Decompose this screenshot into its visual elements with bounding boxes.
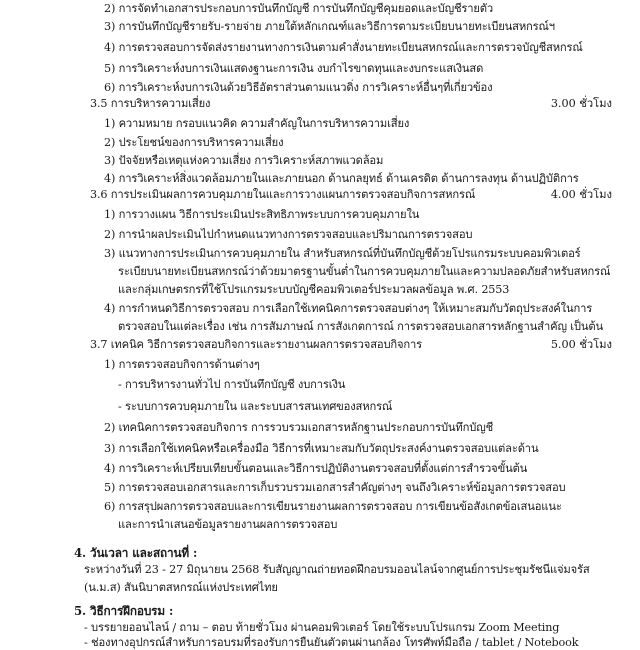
list-item: 6) การสรุปผลการตรวจสอบและการเขียนรายงานผลการตรวจสอบ การเขียนข้อสังเกตข้อเสนอแนะ (104, 500, 562, 513)
list-item-continuation: และการนำเสนอข้อมูลรายงานผลการตรวจสอบ (118, 518, 338, 531)
list-item: 2) การนำผลประเมินไปกำหนดแนวทางการตรวจสอบและปริมาณการตรวจสอบ (104, 228, 473, 241)
list-item: 5) การตรวจสอบเอกสารและการเก็บรวบรวมเอกสารสำคัญต่างๆ จนถึงวิเคราะห์ข้อมูลการตรวจสอบ (104, 481, 566, 494)
list-item: 4) การวิเคราะห์สิ่งแวดล้อมภายในและภายนอก ด้านกลยุทธ์ ด้านเครดิต ด้านการลงทุน ด้านปฏิบัติการ (104, 172, 579, 185)
section-hours-3-7: 5.00 ชั่วโมง (550, 338, 612, 351)
list-item: 1) การวางแผน วิธีการประเมินประสิทธิภาพระบบการควบคุมภายใน (104, 208, 420, 221)
list-item: 3) ปัจจัยหรือเหตุแห่งความเสี่ยง การวิเคราะห์สภาพแวดล้อม (104, 154, 384, 167)
paragraph-line: - ช่องทางอุปกรณ์สำหรับการอบรมที่รองรับการยืนยันตัวตนผ่านกล้อง โทรศัพท์มือถือ / tablet / Notebook (84, 636, 579, 649)
list-item: 4) การกำหนดวิธีการตรวจสอบ การเลือกใช้เทคนิคการตรวจสอบต่างๆ ให้เหมาะสมกับวัตถุประสงค์ในการ (104, 302, 593, 315)
section-heading-5: 5. วิธีการฝึกอบรม : (74, 604, 174, 618)
section-hours-3-6: 4.00 ชั่วโมง (550, 188, 612, 201)
list-item: 4) การตรวจสอบการจัดส่งรายงานทางการเงินตามคำสั่งนายทะเบียนสหกรณ์และการตรวจบัญชีสหกรณ์ (104, 41, 583, 54)
list-item: 3) การบันทึกบัญชีรายรับ-รายจ่าย ภายใต้หลักเกณฑ์และวิธีการตามระเบียบนายทะเบียนสหกรณ์ฯ (104, 20, 555, 33)
section-title-3-6: 3.6 การประเมินผลการควบคุมภายในและการวางแผนการตรวจสอบกิจการสหกรณ์ (90, 188, 476, 201)
section-title-3-7: 3.7 เทคนิค วิธีการตรวจสอบกิจการและรายงานผลการตรวจสอบกิจการ (90, 338, 423, 351)
paragraph-line: - บรรยายออนไลน์ / ถาม – ตอบ ท้ายชั่วโมง ผ่านคอมพิวเตอร์ โดยใช้ระบบโปรแกรม Zoom Meeting (84, 621, 560, 634)
sub-list-item: - ระบบการควบคุมภายใน และระบบสารสนเทศของสหกรณ์ (118, 400, 393, 413)
sub-list-item: - การบริหารงานทั่วไป การบันทึกบัญชี งบการเงิน (118, 378, 346, 391)
section-heading-4: 4. วันเวลา และสถานที่ : (74, 546, 198, 560)
list-item: 2) ประโยชน์ของการบริหารความเสี่ยง (104, 136, 284, 149)
list-item: 3) การเลือกใช้เทคนิคหรือเครื่องมือ วิธีการที่เหมาะสมกับวัตถุประสงค์งานตรวจสอบแต่ละด้าน (104, 442, 539, 455)
list-item: 2) เทคนิคการตรวจสอบกิจการ การรวบรวมเอกสารหลักฐานประกอบการบันทึกบัญชี (104, 421, 494, 434)
paragraph-line: ระหว่างวันที่ 23 - 27 มิถุนายน 2568 รับสัญญาณถ่ายทอดฝึกอบรมออนไลน์จากศูนย์การประชุมรัชนีแจ่มจรัส (84, 563, 590, 576)
list-item: 1) การตรวจสอบกิจการด้านต่างๆ (104, 358, 260, 371)
list-item-continuation: ระเบียบนายทะเบียนสหกรณ์ว่าด้วยมาตรฐานขั้นต่ำในการควบคุมภายในและความปลอดภัยสำหรับสหกรณ์ (118, 265, 611, 278)
section-hours-3-5: 3.00 ชั่วโมง (550, 97, 612, 110)
list-item-continuation: ตรวจสอบในแต่ละเรื่อง เช่น การสัมภาษณ์ การสังเกตการณ์ การตรวจสอบเอกสารหลักฐานสำคัญ เป็นต้น (118, 320, 603, 333)
list-item: 1) ความหมาย กรอบแนวคิด ความสำคัญในการบริหารความเสี่ยง (104, 117, 410, 130)
list-item: 3) แนวทางการประเมินการควบคุมภายใน สำหรับสหกรณ์ที่บันทึกบัญชีด้วยโปรแกรมระบบคอมพิวเตอร์ (104, 247, 581, 260)
section-title-3-5: 3.5 การบริหารความเสี่ยง (90, 97, 211, 110)
list-item: 2) การจัดทำเอกสารประกอบการบันทึกบัญชี การบันทึกบัญชีคุมยอดและบัญชีรายตัว (104, 2, 494, 15)
list-item: 5) การวิเคราะห์งบการเงินแสดงฐานะการเงิน งบกำไรขาดทุนและงบกระแสเงินสด (104, 62, 484, 75)
list-item-continuation: และกลุ่มเกษตรกรที่ใช้โปรแกรมระบบบัญชีคอมพิวเตอร์ประมวลผลข้อมูล พ.ศ. 2553 (118, 283, 510, 296)
paragraph-line: (น.ม.ส) สันนิบาตสหกรณ์แห่งประเทศไทย (84, 581, 278, 594)
list-item: 4) การวิเคราะห์เปรียบเทียบขั้นตอนและวิธีการปฏิบัติงานตรวจสอบที่ตั้งแต่การสำรวจขั้นต้น (104, 462, 528, 475)
list-item: 6) การวิเคราะห์งบการเงินด้วยวิธีอัตราส่วนตามแนวดิ่ง การวิเคราะห์อื่นๆที่เกี่ยวข้อง (104, 81, 493, 94)
